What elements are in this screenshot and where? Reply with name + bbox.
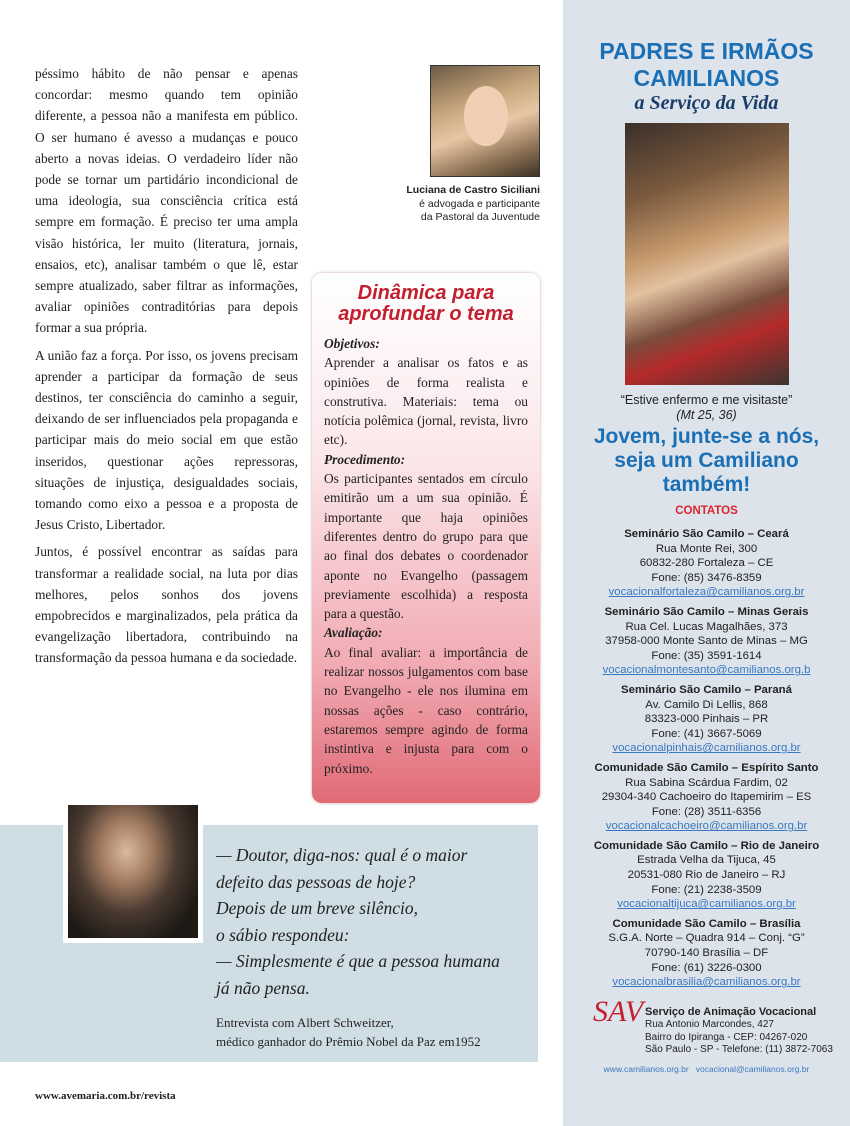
contact-name: Comunidade São Camilo – Espírito Santo bbox=[594, 761, 819, 774]
avaliacao-text: Ao final avaliar: a importância de realizar nossos julgamentos com base no Evangelho - ele nos ilumina em nossas ações - caso contrário, estaremos sempre agindo de forma instintiva e injusta para com o próximo. bbox=[324, 644, 528, 776]
contact-email[interactable]: vocacionalcachoeiro@camilianos.org.br bbox=[605, 820, 808, 833]
contact-city: 83323-000 Pinhais – PR bbox=[644, 713, 769, 726]
quote-line: já não pensa. bbox=[216, 977, 310, 998]
camilianos-ad bbox=[563, 0, 850, 1126]
contact-phone: Fone: (85) 3476-8359 bbox=[651, 571, 762, 584]
contact-entry bbox=[563, 761, 850, 834]
website-link[interactable]: www.camilianos.org.br bbox=[603, 1063, 689, 1074]
contact-phone: Fone: (35) 3591-1614 bbox=[651, 649, 762, 662]
author-bio: da Pastoral da Juventude bbox=[420, 211, 540, 223]
contact-city: 37958-000 Monte Santo de Minas – MG bbox=[605, 635, 808, 648]
contact-phone: Fone: (28) 3511-6356 bbox=[651, 805, 762, 818]
contact-email[interactable]: vocacionalfortaleza@camilianos.org.br bbox=[608, 586, 805, 599]
attrib-line: médico ganhador do Prêmio Nobel da Paz em1952 bbox=[216, 1034, 481, 1049]
ad-title: PADRES E IRMÃOS CAMILIANOS bbox=[599, 38, 814, 91]
paragraph: péssimo hábito de não pensar e apenas concordar: mesmo quando tem opinião diferente, a pessoa não a manifesta em público. O ser humano é avesso a mudanças e pouco aberto a novas ideias. O verdadeiro líder não pode se tornar um partidário incondicional de uma ideologia, sua consciência crítica está sempre em formação. É preciso ter uma ampla visão histórica, ler muito (literatura, jornais, ensaios, etc), analisar também o que lê, estar sempre atualizado, saber filtrar as informações, avaliar opiniões contraditórias para depois formar a sua própria. bbox=[35, 66, 298, 336]
schweitzer-portrait bbox=[63, 800, 203, 943]
quote-line: Depois de um breve silêncio, bbox=[216, 898, 419, 918]
contact-email[interactable]: vocacionalmontesanto@camilianos.org.b bbox=[602, 664, 811, 677]
ad-cta: Jovem, junte-se a nós, seja um Camiliano também! bbox=[593, 425, 820, 496]
objetivos-text: Aprender a analisar os fatos e as opiniões de forma realista e construtiva. Materiais: tema ou notícia polêmica (jornal, revista, livro etc). bbox=[324, 355, 528, 448]
quote-line: — Doutor, diga-nos: qual é o maior bbox=[216, 845, 468, 865]
author-photo bbox=[430, 65, 540, 177]
sav-address: Rua Antonio Marcondes, 427 bbox=[645, 1019, 774, 1031]
contacts-list bbox=[563, 527, 850, 990]
contacts-title: CONTATOS bbox=[675, 505, 738, 517]
contact-email[interactable]: vocacionalpinhais@camilianos.org.br bbox=[612, 742, 801, 755]
contact-addr: Estrada Velha da Tijuca, 45 bbox=[637, 854, 776, 867]
footer-url: www.avemaria.com.br/revista bbox=[35, 1090, 176, 1102]
verse: “Estive enfermo e me visitaste” (Mt 25, 36) bbox=[620, 393, 793, 422]
web-links bbox=[563, 1064, 850, 1074]
sav-bairro: Bairro do Ipiranga - CEP: 04267-020 bbox=[645, 1031, 808, 1043]
contact-phone: Fone: (21) 2238-3509 bbox=[651, 883, 762, 896]
paragraph: Juntos, é possível encontrar as saídas para transformar a realidade social, na luta por dias melhores, pelos sonhos dos jovens empobrecidos e marginalizados, pela prática da evangelização libertadora, contribuindo na transformação da pessoa humana e da sociedade. bbox=[35, 544, 298, 666]
contact-phone: Fone: (61) 3226-0300 bbox=[651, 961, 762, 974]
quote-line: — Simplesmente é que a pessoa humana bbox=[216, 951, 500, 971]
author-name: Luciana de Castro Siciliani bbox=[406, 184, 540, 196]
sav-block bbox=[593, 994, 850, 1057]
sav-name: Serviço de Animação Vocacional bbox=[645, 1005, 817, 1018]
contact-name: Seminário São Camilo – Minas Gerais bbox=[604, 605, 809, 618]
contact-entry bbox=[563, 917, 850, 990]
contact-entry bbox=[563, 839, 850, 912]
author-caption bbox=[370, 184, 540, 225]
sav-logo: SAV bbox=[593, 994, 644, 1028]
contact-name: Comunidade São Camilo – Brasília bbox=[612, 917, 801, 930]
ad-subtitle: a Serviço da Vida bbox=[634, 92, 779, 114]
attrib-line: Entrevista com Albert Schweitzer, bbox=[216, 1015, 394, 1030]
contact-entry bbox=[563, 605, 850, 678]
quote bbox=[216, 842, 531, 1001]
paragraph: A união faz a força. Por isso, os jovens precisam aprender a participar da formação de seus destinos, ter consciência do caminho a seguir, deixando de ser influenciados pela propaganda e participar mais do meio social em que estão inseridos, questionar ações repressoras, situações de injustiça, desigualdades sociais, tomando como eixo a pessoa e a proposta de Jesus Cristo, Libertador. bbox=[35, 347, 298, 533]
dynamic-box bbox=[312, 273, 540, 803]
contact-entry bbox=[563, 683, 850, 756]
contact-city: 70790-140 Brasília – DF bbox=[644, 947, 769, 960]
contact-addr: Rua Sabina Scárdua Fardim, 02 bbox=[625, 776, 788, 789]
quote-attribution bbox=[216, 1013, 481, 1051]
contact-entry bbox=[563, 527, 850, 600]
author-bio: é advogada e participante bbox=[419, 197, 540, 210]
sav-city: São Paulo - SP - Telefone: (11) 3872-7063 bbox=[645, 1044, 833, 1056]
procedimento-label: Procedimento: bbox=[324, 451, 406, 467]
contact-addr: Rua Monte Rei, 300 bbox=[655, 542, 758, 555]
quote-line: defeito das pessoas de hoje? bbox=[216, 871, 416, 892]
contact-name: Seminário São Camilo – Ceará bbox=[624, 528, 789, 540]
quote-line: o sábio respondeu: bbox=[216, 924, 350, 945]
religious-painting bbox=[625, 123, 789, 385]
contact-addr: S.G.A. Norte – Quadra 914 – Conj. “G” bbox=[608, 932, 805, 945]
contact-addr: Rua Cel. Lucas Magalhães, 373 bbox=[625, 620, 788, 633]
avaliacao-label: Avaliação: bbox=[324, 625, 383, 641]
contact-city: 60832-280 Fortaleza – CE bbox=[639, 557, 774, 570]
contact-name: Comunidade São Camilo – Rio de Janeiro bbox=[593, 839, 820, 852]
contact-city: 20531-080 Rio de Janeiro – RJ bbox=[627, 869, 786, 882]
objetivos-label: Objetivos: bbox=[324, 336, 380, 351]
contact-name: Seminário São Camilo – Paraná bbox=[621, 683, 792, 696]
box-title: Dinâmica para aprofundar o tema bbox=[338, 282, 514, 325]
procedimento-text: Os participantes sentados em círculo emitirão um a um sua opinião. É importante que haja opiniões diferentes dentro do grupo para que ao final dos debates o coordenador aponte no Evangelho (passagem previamente escolhida) a resposta para a questão. bbox=[324, 471, 528, 622]
contact-addr: Av. Camilo Di Lellis, 868 bbox=[645, 698, 768, 711]
contact-email[interactable]: vocacionalbrasilia@camilianos.org.br bbox=[612, 976, 801, 989]
article-column bbox=[35, 63, 298, 675]
contact-phone: Fone: (41) 3667-5069 bbox=[651, 727, 762, 740]
contact-city: 29304-340 Cachoeiro do Itapemirim – ES bbox=[601, 791, 812, 804]
email-link[interactable]: vocacional@camilianos.org.br bbox=[695, 1063, 810, 1074]
contact-email[interactable]: vocacionaltijuca@camilianos.org.br bbox=[617, 898, 796, 911]
